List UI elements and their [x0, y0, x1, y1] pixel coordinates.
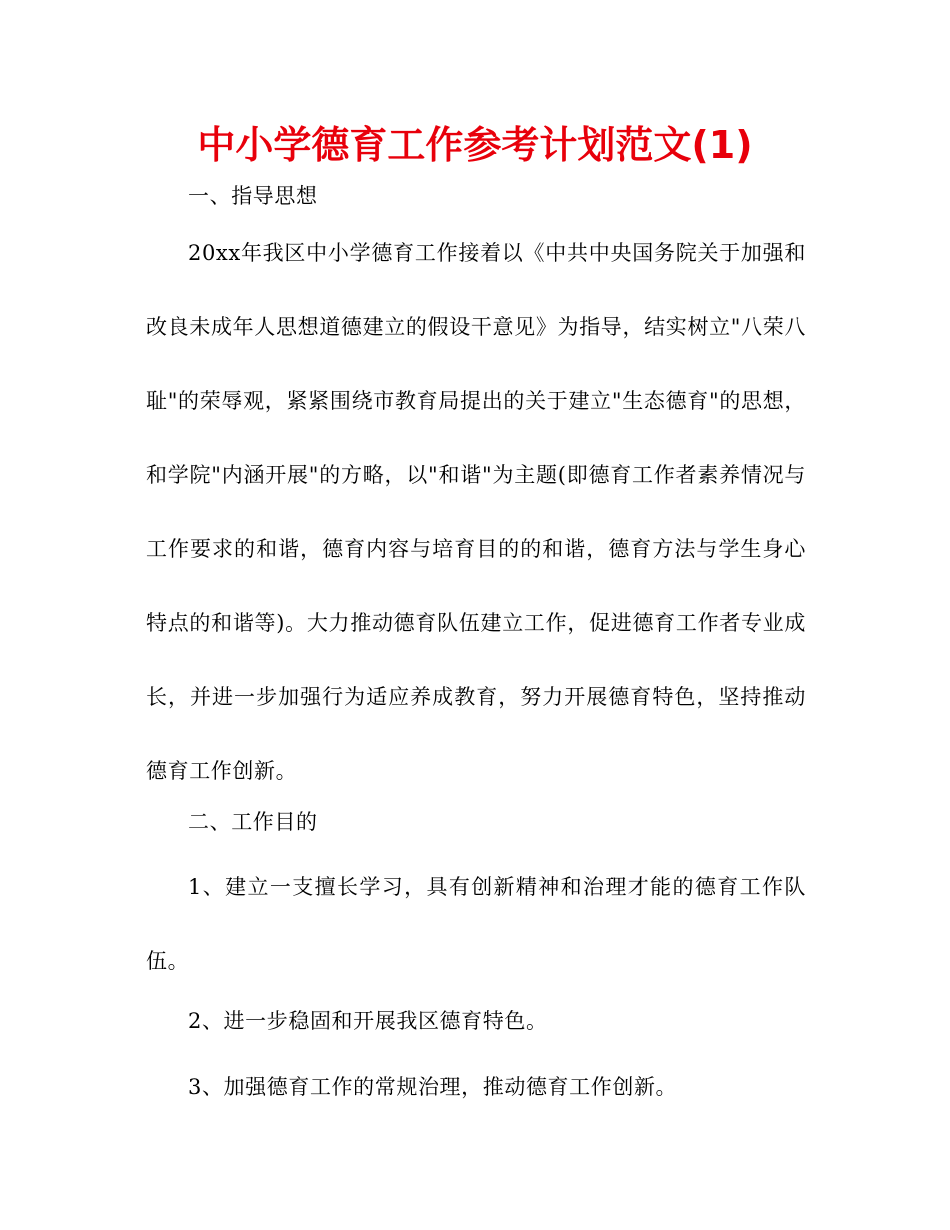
goal-item-2: 2、进一步稳固和开展我区德育特色。: [188, 1009, 548, 1033]
section-heading-work-goals: 二、工作目的: [188, 810, 318, 834]
goal-item-1: 1、建立一支擅长学习，具有创新精神和治理才能的德育工作队伍。: [146, 875, 806, 973]
document-title: 中小学德育工作参考计划范文(1): [197, 123, 753, 167]
goal-item-3: 3、加强德育工作的常规治理，推动德育工作创新。: [188, 1075, 678, 1099]
section-heading-guiding-ideology: 一、指导思想: [188, 184, 318, 208]
section-body-guiding-ideology: 20xx年我区中小学德育工作接着以《中共中央国务院关于加强和改良未成年人思想道德建立的假设干意见》为指导，结实树立"八荣八耻"的荣辱观，紧紧围绕市教育局提出的关于建立"生态德育"的思想，和学院"内涵开展"的方略，以"和谐"为主题(即德育工作者素养情况与工作要求的和谐，德育内容与培育目的的和谐，德育方法与学生身心特点的和谐等)。大力推动德育队伍建立工作，促进德育工作者专业成长，并进一步加强行为适应养成教育，努力开展德育特色，坚持推动德育工作创新。: [146, 241, 806, 783]
